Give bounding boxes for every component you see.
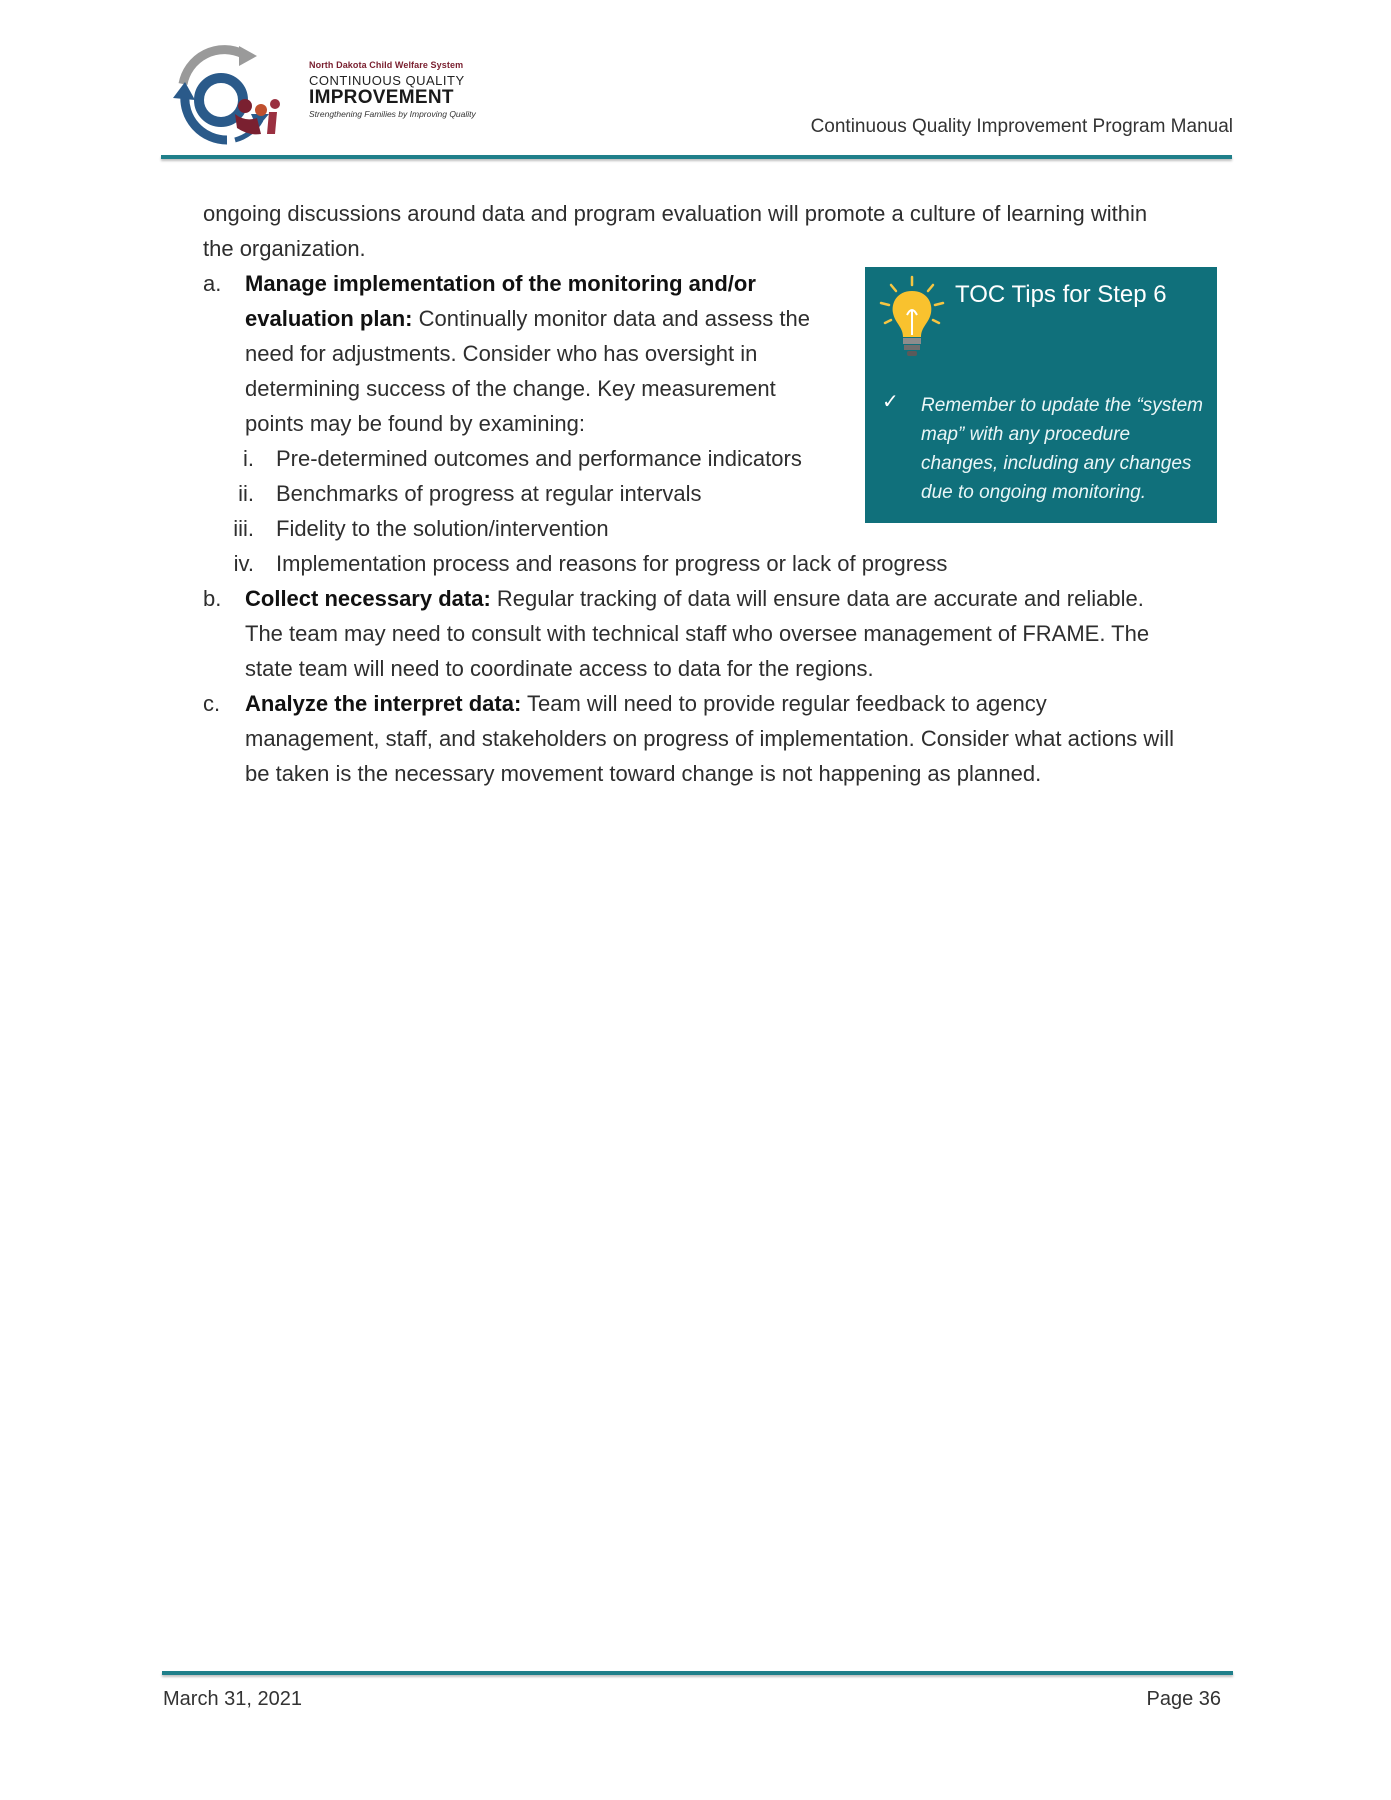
item-b-heading: Collect necessary data: (245, 586, 491, 611)
item-c-line-1 (245, 686, 1047, 721)
item-c-line-3: be taken is the necessary movement toward change is not happening as planned. (245, 761, 1042, 786)
item-a-marker: a. (203, 271, 222, 296)
item-a-line2-rest: Continually monitor data and assess the (412, 306, 810, 331)
item-a-heading (245, 266, 756, 301)
logo-line1: CONTINUOUS QUALITY (309, 73, 465, 88)
subitem-iv-marker: iv. (233, 551, 254, 576)
subitem-i-marker: i. (243, 446, 254, 471)
header-divider (161, 155, 1232, 159)
header-title: Continuous Quality Improvement Program Manual (810, 116, 1233, 137)
tip-title: TOC Tips for Step 6 (955, 281, 1167, 308)
subitem-i-text: Pre-determined outcomes and performance indicators (276, 446, 802, 471)
logo-line2: IMPROVEMENT (309, 87, 454, 108)
toc-tips-box (865, 267, 1217, 523)
lightbulb-icon (877, 275, 947, 361)
item-a-line-2 (245, 301, 810, 336)
item-b-line-2: The team may need to consult with technical staff who oversee management of FRAME. The (245, 621, 1150, 646)
item-b-line-3: state team will need to coordinate access to data for the regions. (245, 656, 874, 681)
item-b-line-1 (245, 581, 1144, 616)
item-c-heading: Analyze the interpret data: (245, 691, 522, 716)
footer-date: March 31, 2021 (163, 1688, 302, 1710)
tip-text: Remember to update the “system map” with any procedure changes, including any changes due to ongoing monitoring. (921, 395, 1203, 503)
logo-tagline: Strengthening Families by Improving Quality (309, 109, 476, 119)
item-c-marker: c. (203, 691, 221, 716)
subitem-iv-text: Implementation process and reasons for progress or lack of progress (276, 551, 948, 576)
item-a-line2-bold: evaluation plan: (245, 306, 413, 331)
footer-page-number: Page 36 (1146, 1688, 1221, 1710)
intro-line-2: the organization. (203, 236, 366, 261)
item-b-marker: b. (203, 586, 222, 611)
item-a-line-5: points may be found by examining: (245, 411, 585, 436)
intro-line-1: ongoing discussions around data and program evaluation will promote a culture of learning within (203, 201, 1148, 226)
item-b-rest: Regular tracking of data will ensure data are accurate and reliable. (490, 586, 1144, 611)
subitem-iii-marker: iii. (233, 516, 254, 541)
cqi-logo (165, 44, 495, 148)
subitem-ii-marker: ii. (238, 481, 254, 506)
cqi-logo-mark-icon (165, 44, 305, 148)
subitem-iii-text: Fidelity to the solution/intervention (276, 516, 609, 541)
checkmark-icon: ✓ (882, 391, 899, 413)
logo-org-text: North Dakota Child Welfare System (309, 60, 464, 70)
footer-divider (162, 1671, 1233, 1675)
item-c-rest: Team will need to provide regular feedback to agency (521, 691, 1047, 716)
item-a-line-3: need for adjustments. Consider who has oversight in (245, 341, 758, 366)
subitem-ii-text: Benchmarks of progress at regular intervals (276, 481, 702, 506)
item-c-line-2: management, staff, and stakeholders on progress of implementation. Consider what actions will (245, 726, 1174, 751)
item-a-line-4: determining success of the change. Key measurement (245, 376, 776, 401)
item-a-heading-text: Manage implementation of the monitoring and/or (245, 271, 756, 296)
